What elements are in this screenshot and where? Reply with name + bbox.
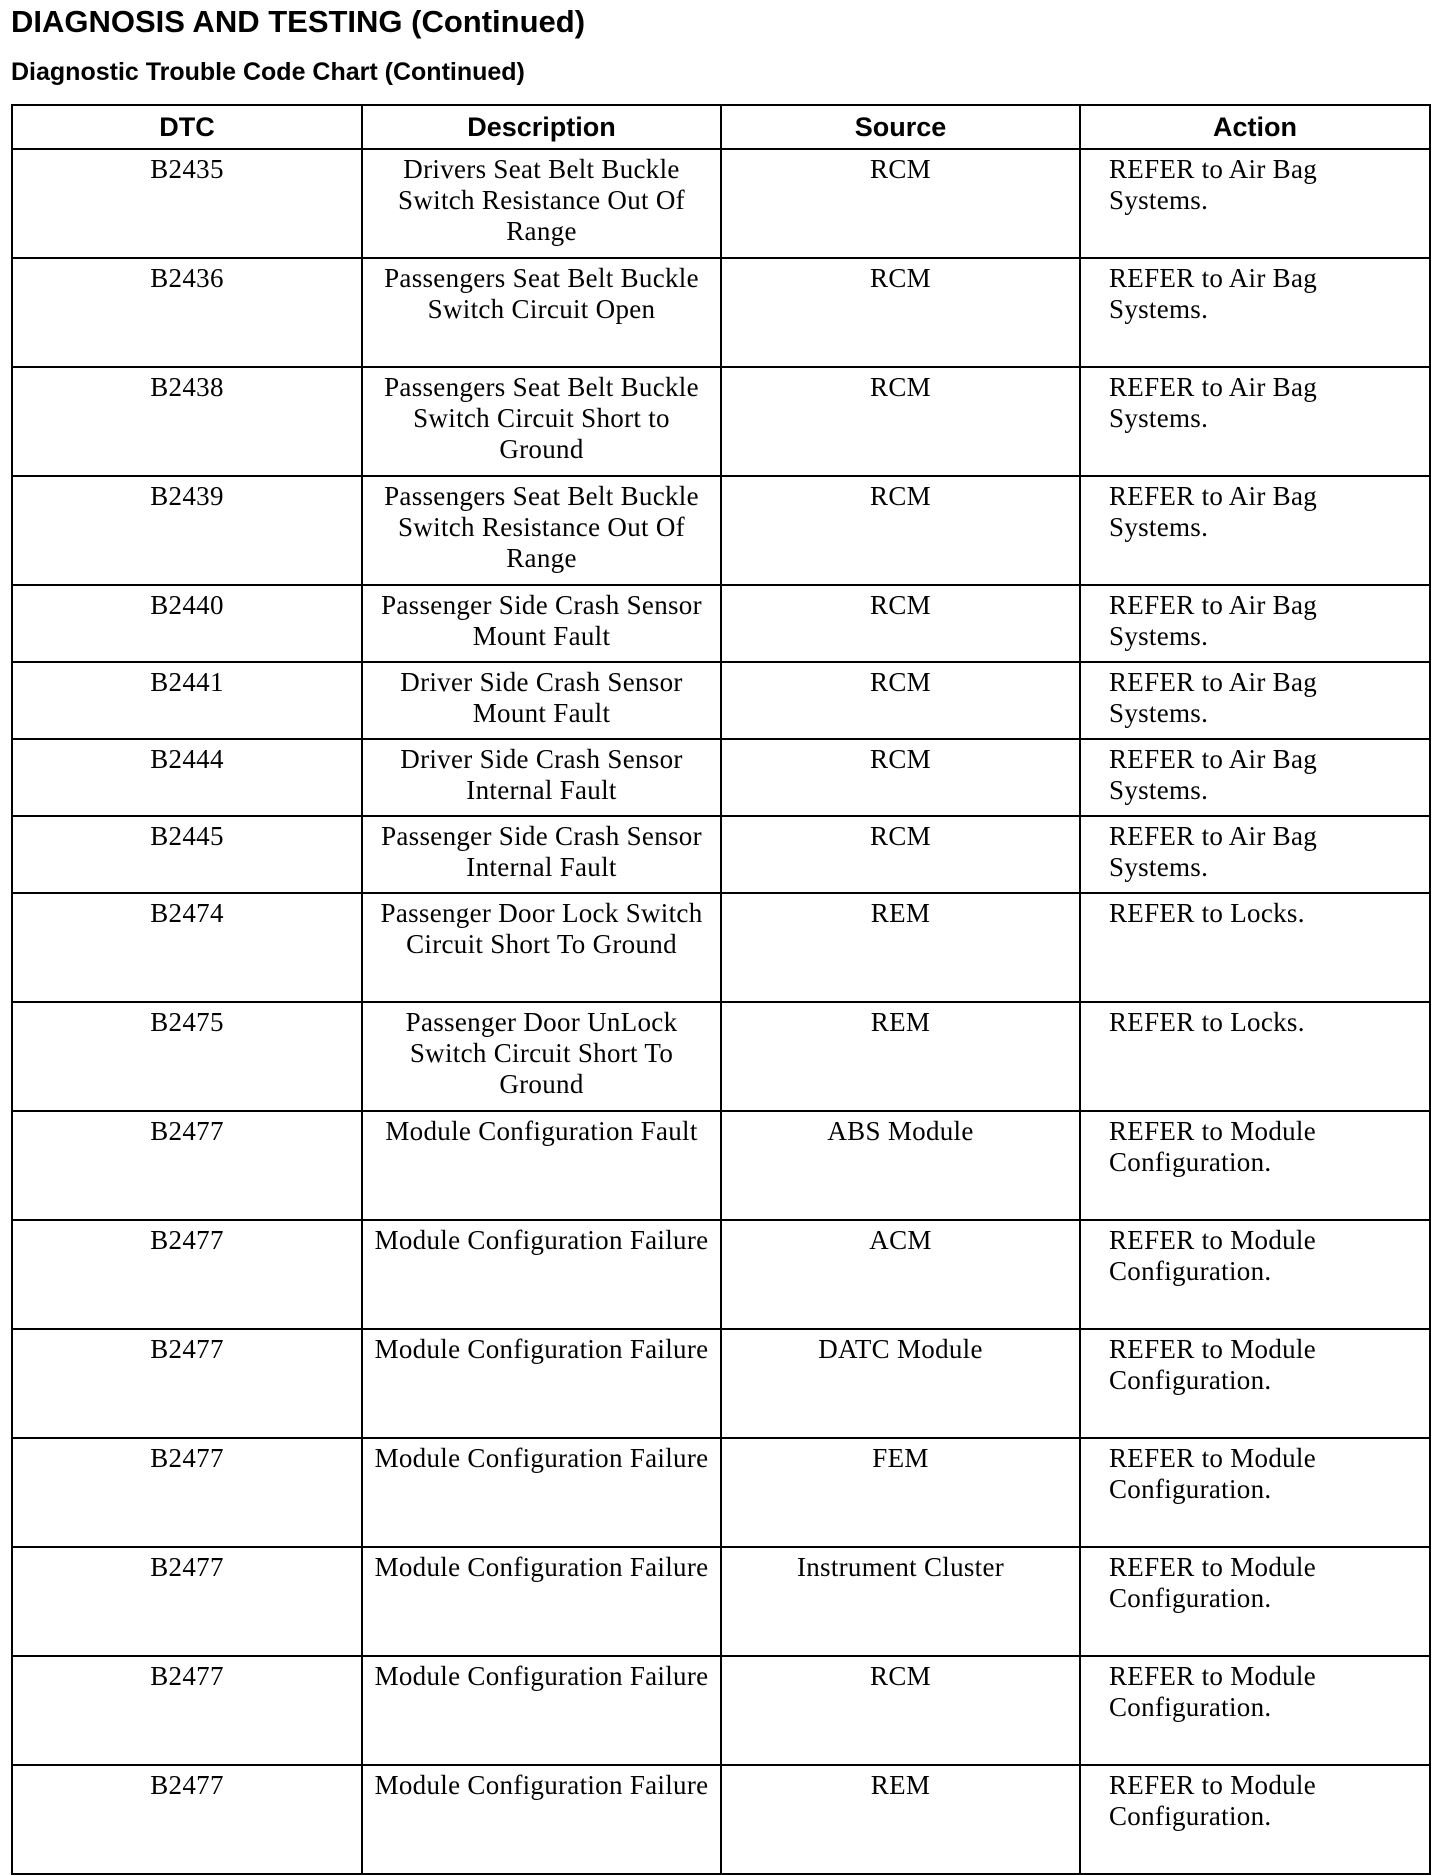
dtc-code: B2477	[12, 1765, 362, 1874]
column-header-description: Description	[362, 105, 721, 149]
dtc-code: B2439	[12, 476, 362, 585]
table-row	[12, 816, 1430, 893]
action: REFER to Module Configuration.	[1080, 1656, 1430, 1765]
dtc-code: B2436	[12, 258, 362, 367]
description: Passenger Door Lock Switch Circuit Short To Ground	[362, 893, 721, 1002]
dtc-code: B2475	[12, 1002, 362, 1111]
table-row	[12, 1547, 1430, 1656]
dtc-table	[11, 104, 1431, 1875]
description: Module Configuration Failure	[362, 1765, 721, 1874]
action: REFER to Air Bag Systems.	[1080, 739, 1430, 816]
description: Driver Side Crash Sensor Internal Fault	[362, 739, 721, 816]
description: Drivers Seat Belt Buckle Switch Resistance Out Of Range	[362, 149, 721, 258]
dtc-code: B2438	[12, 367, 362, 476]
source: Instrument Cluster	[721, 1547, 1080, 1656]
description: Module Configuration Failure	[362, 1220, 721, 1329]
description: Passenger Side Crash Sensor Mount Fault	[362, 585, 721, 662]
table-row	[12, 258, 1430, 367]
action: REFER to Air Bag Systems.	[1080, 367, 1430, 476]
source: DATC Module	[721, 1329, 1080, 1438]
action: REFER to Module Configuration.	[1080, 1438, 1430, 1547]
action: REFER to Module Configuration.	[1080, 1111, 1430, 1220]
dtc-code: B2445	[12, 816, 362, 893]
source: RCM	[721, 585, 1080, 662]
dtc-code: B2477	[12, 1111, 362, 1220]
source: RCM	[721, 662, 1080, 739]
table-row	[12, 585, 1430, 662]
source: FEM	[721, 1438, 1080, 1547]
description: Passengers Seat Belt Buckle Switch Resistance Out Of Range	[362, 476, 721, 585]
table-row	[12, 739, 1430, 816]
description: Passenger Door UnLock Switch Circuit Short To Ground	[362, 1002, 721, 1111]
column-header-dtc: DTC	[12, 105, 362, 149]
action: REFER to Module Configuration.	[1080, 1547, 1430, 1656]
action: REFER to Module Configuration.	[1080, 1220, 1430, 1329]
description: Module Configuration Fault	[362, 1111, 721, 1220]
action: REFER to Module Configuration.	[1080, 1765, 1430, 1874]
source: ABS Module	[721, 1111, 1080, 1220]
source: RCM	[721, 739, 1080, 816]
description: Passengers Seat Belt Buckle Switch Circuit Short to Ground	[362, 367, 721, 476]
description: Passenger Side Crash Sensor Internal Fault	[362, 816, 721, 893]
column-header-action: Action	[1080, 105, 1430, 149]
section-title: Diagnostic Trouble Code Chart (Continued)	[11, 58, 525, 86]
dtc-code: B2477	[12, 1329, 362, 1438]
table-row	[12, 1111, 1430, 1220]
action: REFER to Locks.	[1080, 1002, 1430, 1111]
source: RCM	[721, 367, 1080, 476]
description: Driver Side Crash Sensor Mount Fault	[362, 662, 721, 739]
source: REM	[721, 1002, 1080, 1111]
action: REFER to Module Configuration.	[1080, 1329, 1430, 1438]
dtc-code: B2444	[12, 739, 362, 816]
action: REFER to Air Bag Systems.	[1080, 816, 1430, 893]
source: RCM	[721, 149, 1080, 258]
dtc-code: B2441	[12, 662, 362, 739]
table-row	[12, 149, 1430, 258]
description: Module Configuration Failure	[362, 1656, 721, 1765]
table-row	[12, 662, 1430, 739]
dtc-code: B2477	[12, 1438, 362, 1547]
table-row	[12, 893, 1430, 1002]
source: RCM	[721, 1656, 1080, 1765]
table-row	[12, 1220, 1430, 1329]
action: REFER to Air Bag Systems.	[1080, 476, 1430, 585]
action: REFER to Air Bag Systems.	[1080, 258, 1430, 367]
table-row	[12, 1656, 1430, 1765]
table-row	[12, 1438, 1430, 1547]
dtc-code: B2477	[12, 1547, 362, 1656]
dtc-code: B2477	[12, 1220, 362, 1329]
description: Module Configuration Failure	[362, 1547, 721, 1656]
dtc-code: B2477	[12, 1656, 362, 1765]
table-row	[12, 367, 1430, 476]
action: REFER to Air Bag Systems.	[1080, 662, 1430, 739]
table-row	[12, 476, 1430, 585]
dtc-code: B2440	[12, 585, 362, 662]
source: REM	[721, 893, 1080, 1002]
page-title: DIAGNOSIS AND TESTING (Continued)	[11, 4, 586, 39]
description: Passengers Seat Belt Buckle Switch Circuit Open	[362, 258, 721, 367]
source: REM	[721, 1765, 1080, 1874]
table-row	[12, 1002, 1430, 1111]
description: Module Configuration Failure	[362, 1438, 721, 1547]
table-row	[12, 1329, 1430, 1438]
action: REFER to Air Bag Systems.	[1080, 149, 1430, 258]
table-row	[12, 1765, 1430, 1874]
dtc-code: B2435	[12, 149, 362, 258]
dtc-code: B2474	[12, 893, 362, 1002]
source: ACM	[721, 1220, 1080, 1329]
source: RCM	[721, 476, 1080, 585]
source: RCM	[721, 258, 1080, 367]
column-header-source: Source	[721, 105, 1080, 149]
source: RCM	[721, 816, 1080, 893]
description: Module Configuration Failure	[362, 1329, 721, 1438]
action: REFER to Air Bag Systems.	[1080, 585, 1430, 662]
action: REFER to Locks.	[1080, 893, 1430, 1002]
table-header-row	[12, 105, 1430, 149]
